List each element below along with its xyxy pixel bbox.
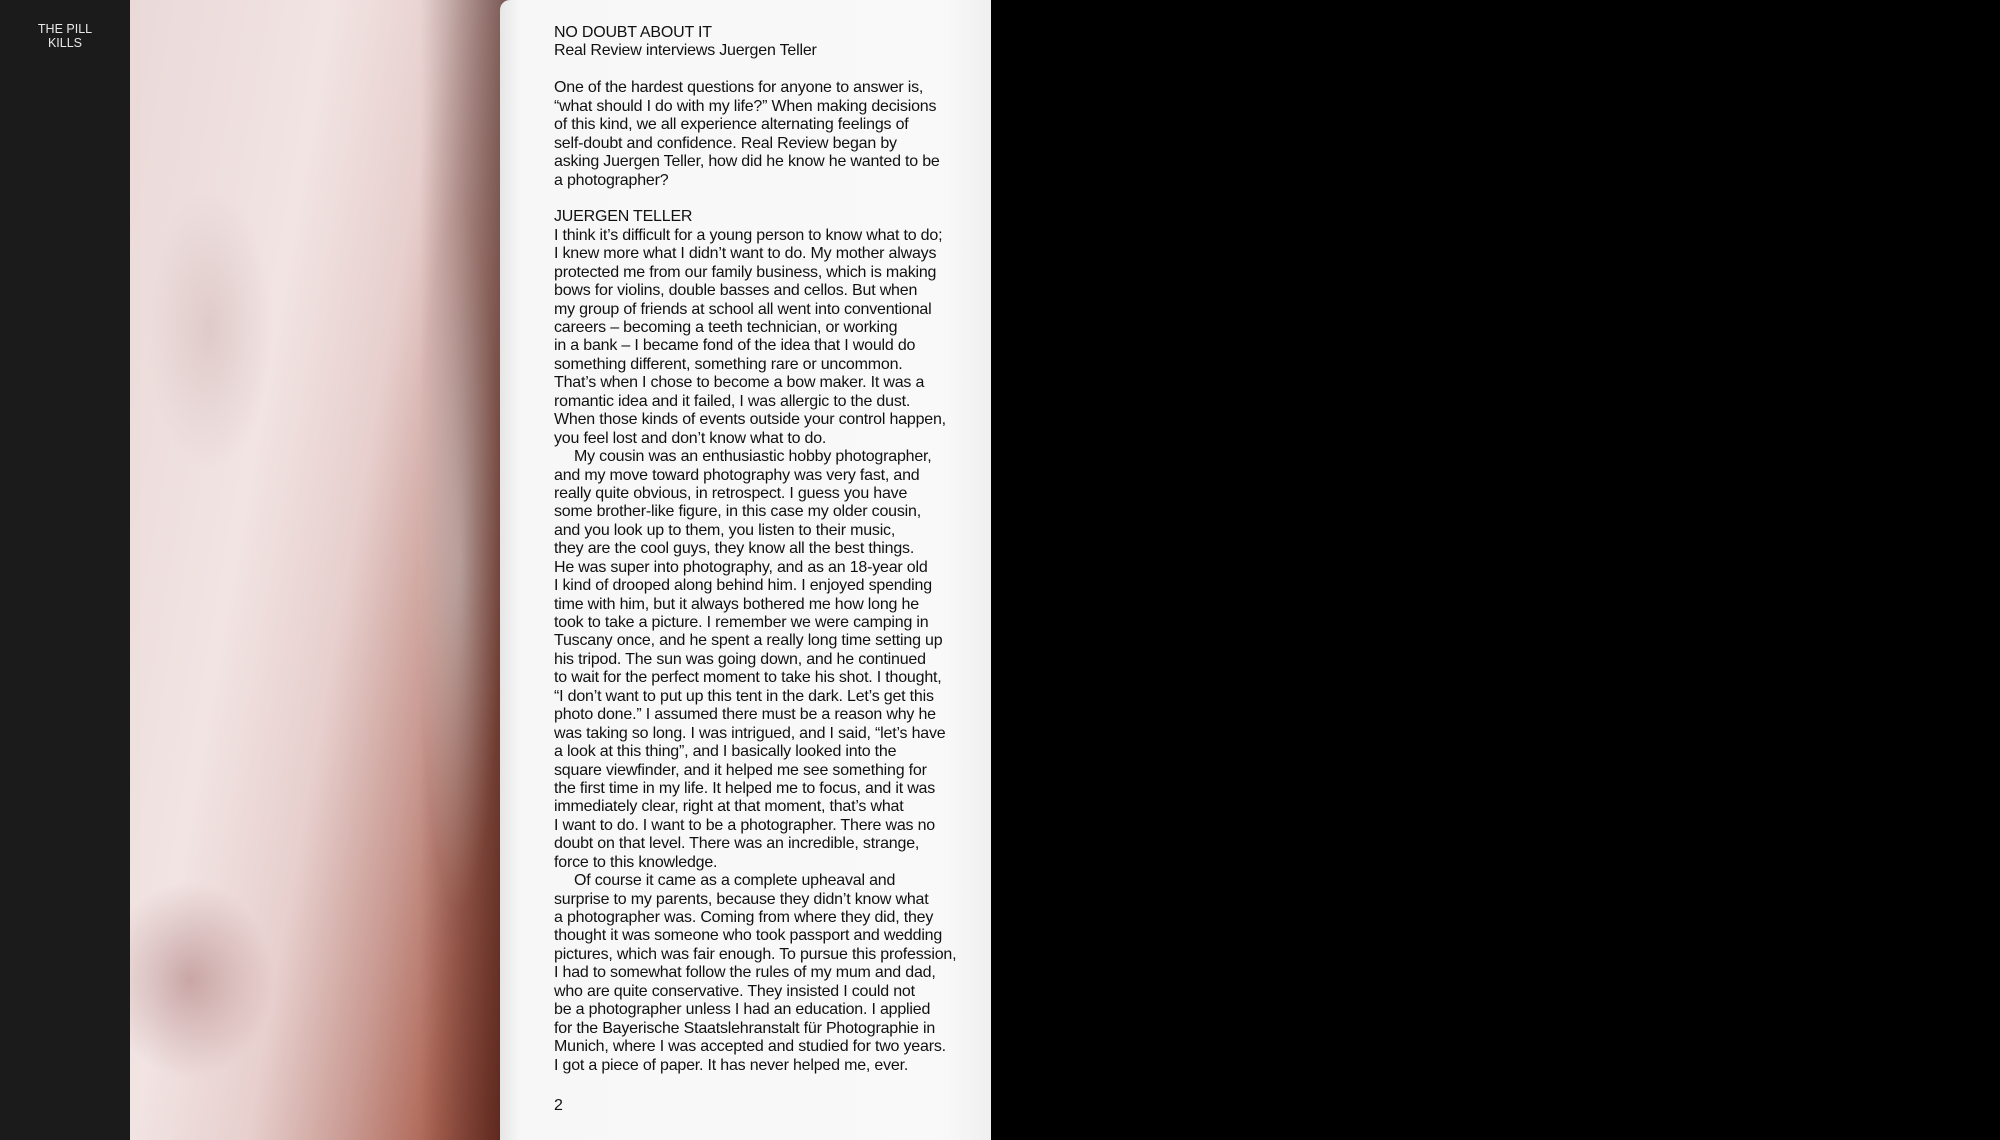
- text-line: was taking so long. I was intrigued, and I said, “let’s have: [554, 724, 946, 742]
- text-line: photo done.” I assumed there must be a reason why he: [554, 706, 936, 724]
- text-line: asking Juergen Teller, how did he know he wanted to be: [554, 153, 940, 171]
- text-line: a look at this thing”, and I basically looked into the: [554, 743, 897, 761]
- text-line: who are quite conservative. They insisted I could not: [554, 982, 915, 1000]
- logo-line-1: THE PILL: [37, 22, 93, 36]
- text-line: time with him, but it always bothered me how long he: [554, 595, 919, 613]
- text-line: and you look up to them, you listen to their music,: [554, 521, 896, 539]
- text-line: they are the cool guys, they know all the best things.: [554, 540, 915, 558]
- text-line: protected me from our family business, which is making: [554, 263, 937, 281]
- text-line: I think it’s difficult for a young person to know what to do;: [554, 226, 943, 244]
- text-line: JUERGEN TELLER: [554, 208, 693, 226]
- text-line: a photographer?: [554, 171, 669, 189]
- page-number: 2: [554, 1097, 563, 1114]
- text-line: Of course it came as a complete upheaval and: [574, 872, 896, 890]
- text-line: bows for violins, double basses and cellos. But when: [554, 282, 918, 300]
- blank-line: [554, 190, 956, 208]
- sidebar: [0, 0, 130, 1140]
- text-line: immediately clear, right at that moment, that’s what: [554, 798, 904, 816]
- text-line: and my move toward photography was very fast, and: [554, 466, 920, 484]
- text-line: you feel lost and don’t know what to do.: [554, 429, 827, 447]
- text-line: That’s when I chose to become a bow maker. It was a: [554, 374, 925, 392]
- text-line: One of the hardest questions for anyone to answer is,: [554, 79, 924, 97]
- text-line: self-doubt and confidence. Real Review began by: [554, 134, 897, 152]
- text-line: I kind of drooped along behind him. I enjoyed spending: [554, 577, 932, 595]
- article-title: NO DOUBT ABOUT IT: [554, 24, 712, 41]
- text-line: I knew more what I didn’t want to do. My mother always: [554, 245, 937, 263]
- text-line: My cousin was an enthusiastic hobby photographer,: [574, 448, 932, 466]
- text-line: pictures, which was fair enough. To pursue this profession,: [554, 945, 957, 963]
- text-line: a photographer was. Coming from where they did, they: [554, 909, 934, 926]
- text-line: I want to do. I want to be a photographer. There was no: [554, 816, 935, 834]
- text-line: square viewfinder, and it helped me see something for: [554, 761, 927, 779]
- text-line: took to take a picture. I remember we were camping in: [554, 614, 929, 631]
- text-line: Munich, where I was accepted and studied for two years.: [554, 1038, 946, 1056]
- text-line: really quite obvious, in retrospect. I guess you have: [554, 484, 908, 502]
- article-subtitle: Real Review interviews Juergen Teller: [554, 42, 817, 60]
- text-line: Tuscany once, and he spent a really long time setting up: [554, 632, 943, 650]
- text-line: doubt on that level. There was an incredible, strange,: [554, 835, 920, 853]
- text-line: force to this knowledge.: [554, 853, 718, 871]
- text-line: When those kinds of events outside your control happen,: [554, 411, 946, 429]
- blank-line: [554, 61, 956, 79]
- text-line: something different, something rare or uncommon.: [554, 355, 903, 373]
- text-line: be a photographer unless I had an education. I applied: [554, 1001, 931, 1019]
- text-line: the first time in my life. It helped me to focus, and it was: [554, 779, 936, 797]
- text-line: for the Bayerische Staatslehranstalt für Photographie in: [554, 1019, 936, 1037]
- text-line: careers – becoming a teeth technician, or working: [554, 319, 898, 336]
- text-line: “what should I do with my life?” When making decisions: [554, 97, 937, 115]
- page-fold-shadow: [420, 0, 510, 1140]
- text-line: romantic idea and it failed, I was allergic to the dust.: [554, 392, 911, 410]
- text-line: some brother-like figure, in this case my older cousin,: [554, 503, 921, 521]
- text-line: surprise to my parents, because they didn’t know what: [554, 890, 929, 908]
- text-line: “I don’t want to put up this tent in the dark. Let’s get this: [554, 687, 934, 705]
- text-line: in a bank – I became fond of the idea that I would do: [554, 337, 916, 355]
- text-line: thought it was someone who took passport and wedding: [554, 927, 943, 945]
- text-line: I had to somewhat follow the rules of my mum and dad,: [554, 964, 936, 982]
- article-body: [554, 24, 956, 1075]
- text-line: of this kind, we all experience alternating feelings of: [554, 116, 909, 134]
- text-line: my group of friends at school all went into conventional: [554, 300, 932, 318]
- site-logo[interactable]: [0, 22, 130, 50]
- magazine-page: [500, 0, 991, 1140]
- text-line: to wait for the perfect moment to take his shot. I thought,: [554, 669, 942, 687]
- logo-line-2: KILLS: [47, 36, 83, 50]
- text-line: He was super into photography, and as an 18-year old: [554, 558, 928, 576]
- text-line: I got a piece of paper. It has never helped me, ever.: [554, 1056, 909, 1074]
- text-line: his tripod. The sun was going down, and he continued: [554, 650, 926, 668]
